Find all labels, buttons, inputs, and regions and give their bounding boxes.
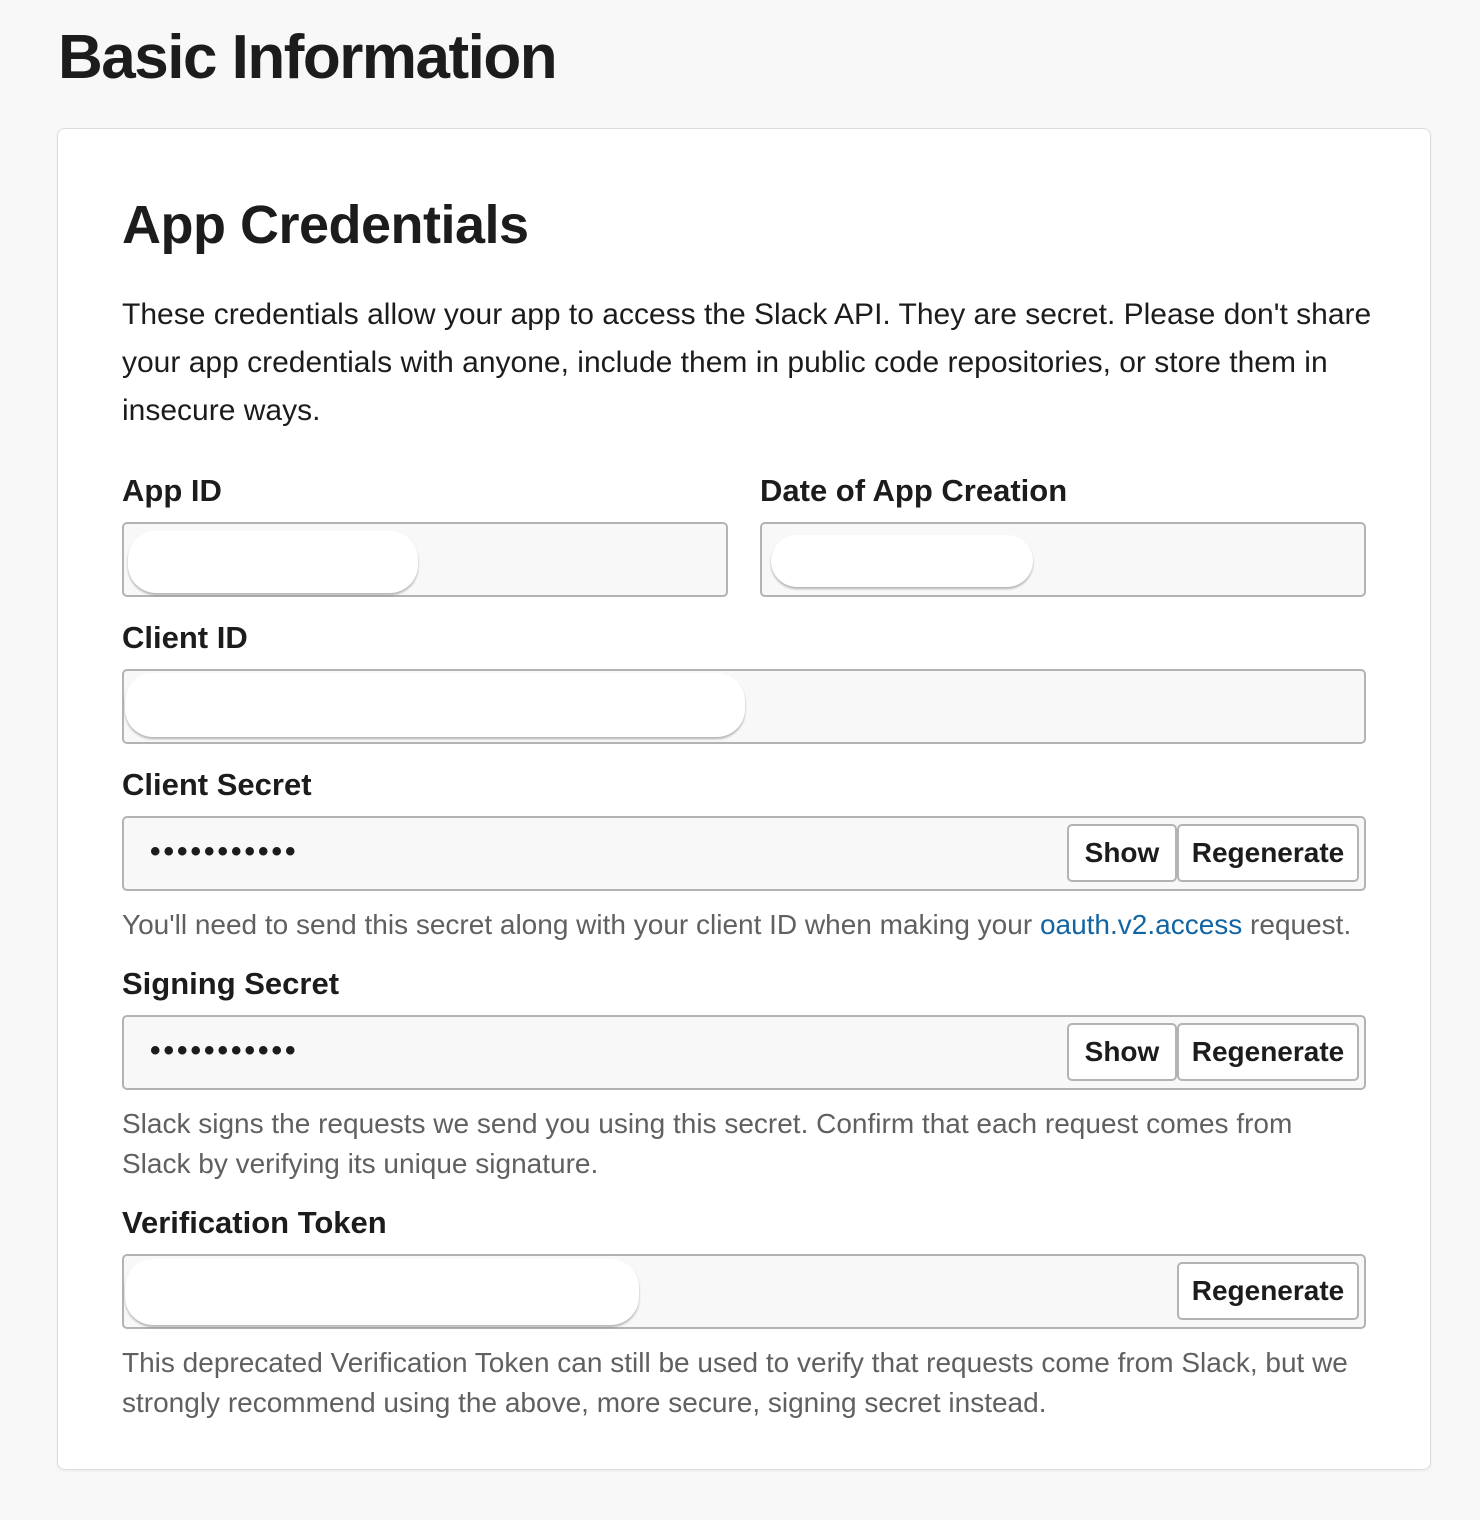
client-id-redaction — [125, 673, 745, 737]
app-id-redaction — [128, 531, 418, 593]
client-id-label: Client ID — [122, 620, 248, 655]
client-secret-regenerate-button[interactable]: Regenerate — [1177, 824, 1359, 882]
date-created-field[interactable] — [760, 522, 1366, 597]
verification-token-label: Verification Token — [122, 1205, 387, 1240]
date-created-label: Date of App Creation — [760, 473, 1068, 508]
signing-secret-regenerate-button[interactable]: Regenerate — [1177, 1023, 1359, 1081]
signing-secret-field[interactable] — [122, 1015, 1366, 1090]
client-secret-masked-value: ••••••••••• — [150, 835, 299, 868]
app-credentials-card — [57, 128, 1431, 1470]
client-secret-help — [122, 905, 1382, 945]
signing-secret-show-button[interactable]: Show — [1067, 1023, 1177, 1081]
verification-token-help: This deprecated Verification Token can still be used to verify that requests come from Slack, but we strongly recommend using the above, more secure, signing secret instead. — [122, 1347, 1348, 1418]
verification-token-redaction — [125, 1259, 639, 1325]
signing-secret-help: Slack signs the requests we send you using this secret. Confirm that each request comes from Slack by verifying its unique signature. — [122, 1108, 1293, 1179]
app-id-field[interactable] — [122, 522, 728, 597]
credentials-intro: These credentials allow your app to access the Slack API. They are secret. Please don't share your app credentials with anyone, include them in public code repositories, or store them in insecure ways. — [122, 298, 1372, 427]
app-id-label: App ID — [122, 473, 222, 508]
signing-secret-label: Signing Secret — [122, 966, 340, 1001]
date-created-redaction — [771, 535, 1033, 587]
client-id-field[interactable] — [122, 669, 1366, 744]
client-secret-help-suffix: request. — [1242, 909, 1352, 940]
client-secret-help-text: You'll need to send this secret along with your client ID when making your — [122, 909, 1040, 940]
signing-secret-masked-value: ••••••••••• — [150, 1034, 299, 1067]
client-secret-field[interactable] — [122, 816, 1366, 891]
card-title: App Credentials — [122, 195, 529, 255]
oauth-access-link[interactable]: oauth.v2.access — [1039, 909, 1243, 940]
verification-token-field[interactable] — [122, 1254, 1366, 1329]
verification-token-regenerate-button[interactable]: Regenerate — [1177, 1262, 1359, 1320]
page-title: Basic Information — [58, 23, 557, 92]
client-secret-label: Client Secret — [122, 767, 312, 802]
client-secret-show-button[interactable]: Show — [1067, 824, 1177, 882]
